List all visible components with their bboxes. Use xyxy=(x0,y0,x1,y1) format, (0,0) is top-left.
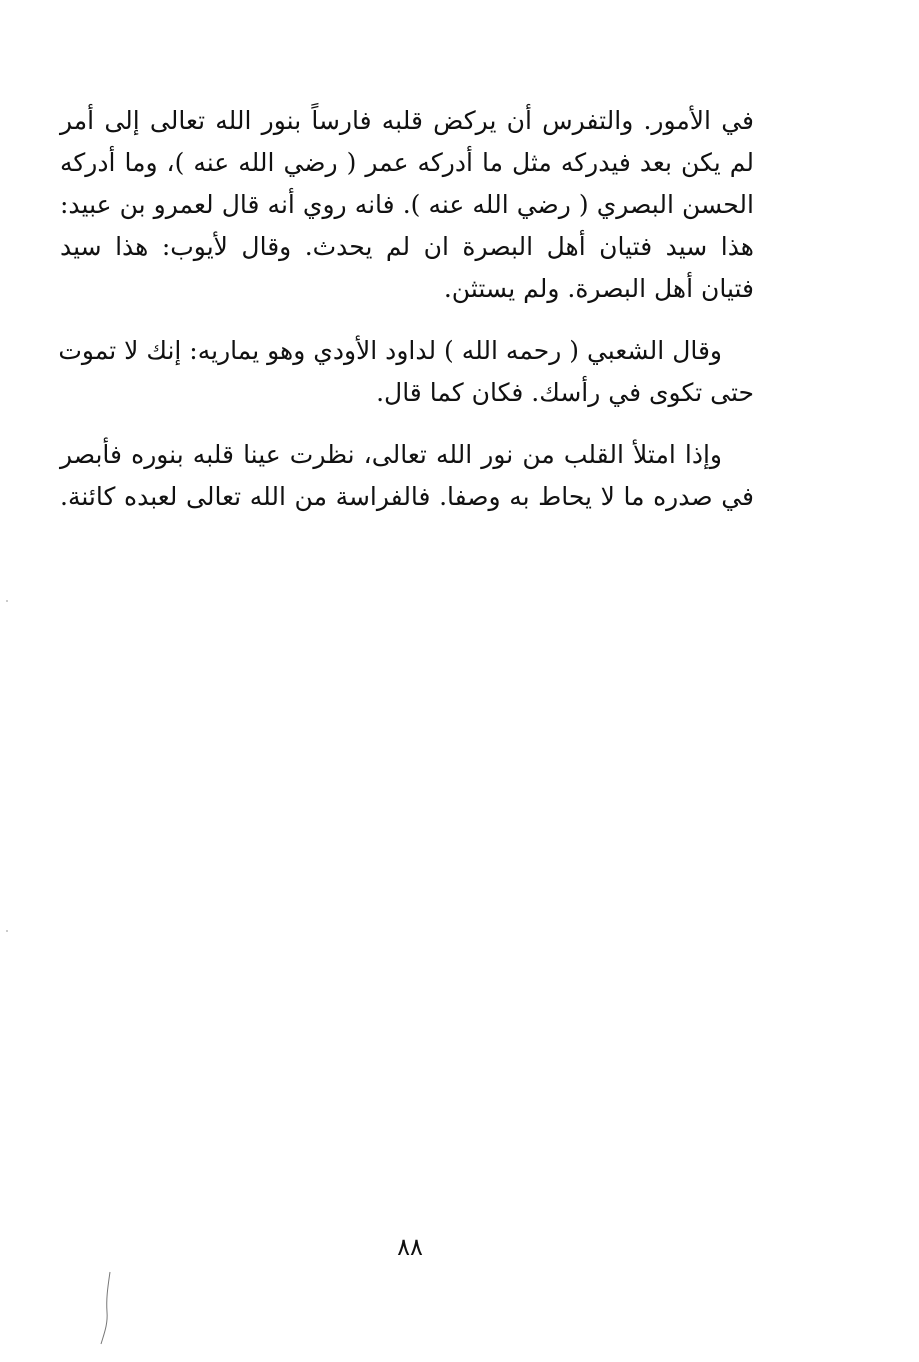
scan-speck xyxy=(6,600,8,602)
page-number: ٨٨ xyxy=(397,1233,423,1261)
text-line: في الأمور. والتفرس أن يركض قلبه فارساً بنور الله تعالى إلى أمر xyxy=(60,106,754,135)
pencil-mark-icon xyxy=(96,1268,116,1348)
paragraph-2 xyxy=(60,330,754,414)
text-line: فتيان أهل البصرة. ولم يستثن. xyxy=(443,274,754,303)
scan-speck xyxy=(6,930,8,932)
text-line: لم يكن بعد فيدركه مثل ما أدركه عمر ( رضي الله عنه )، وما أدركه xyxy=(60,148,755,177)
text-line: وإذا امتلأ القلب من نور الله تعالى، نظرت عينا قلبه بنوره فأبصر xyxy=(60,440,722,469)
text-line: في صدره ما لا يحاط به وصفا. فالفراسة من الله تعالى لعبده كائنة. xyxy=(60,482,754,511)
text-line: هذا سيد فتيان أهل البصرة ان لم يحدث. وقال لأيوب: هذا سيد xyxy=(60,232,754,261)
text-line: حتى تكوى في رأسك. فكان كما قال. xyxy=(376,378,754,407)
paragraph-1 xyxy=(60,100,754,310)
text-line: وقال الشعبي ( رحمه الله ) لداود الأودي وهو يماريه: إنك لا تموت xyxy=(58,336,722,365)
paragraph-3 xyxy=(60,434,754,518)
body-text xyxy=(60,100,754,538)
text-line: الحسن البصري ( رضي الله عنه ). فانه روي أنه قال لعمرو بن عبيد: xyxy=(60,190,754,219)
